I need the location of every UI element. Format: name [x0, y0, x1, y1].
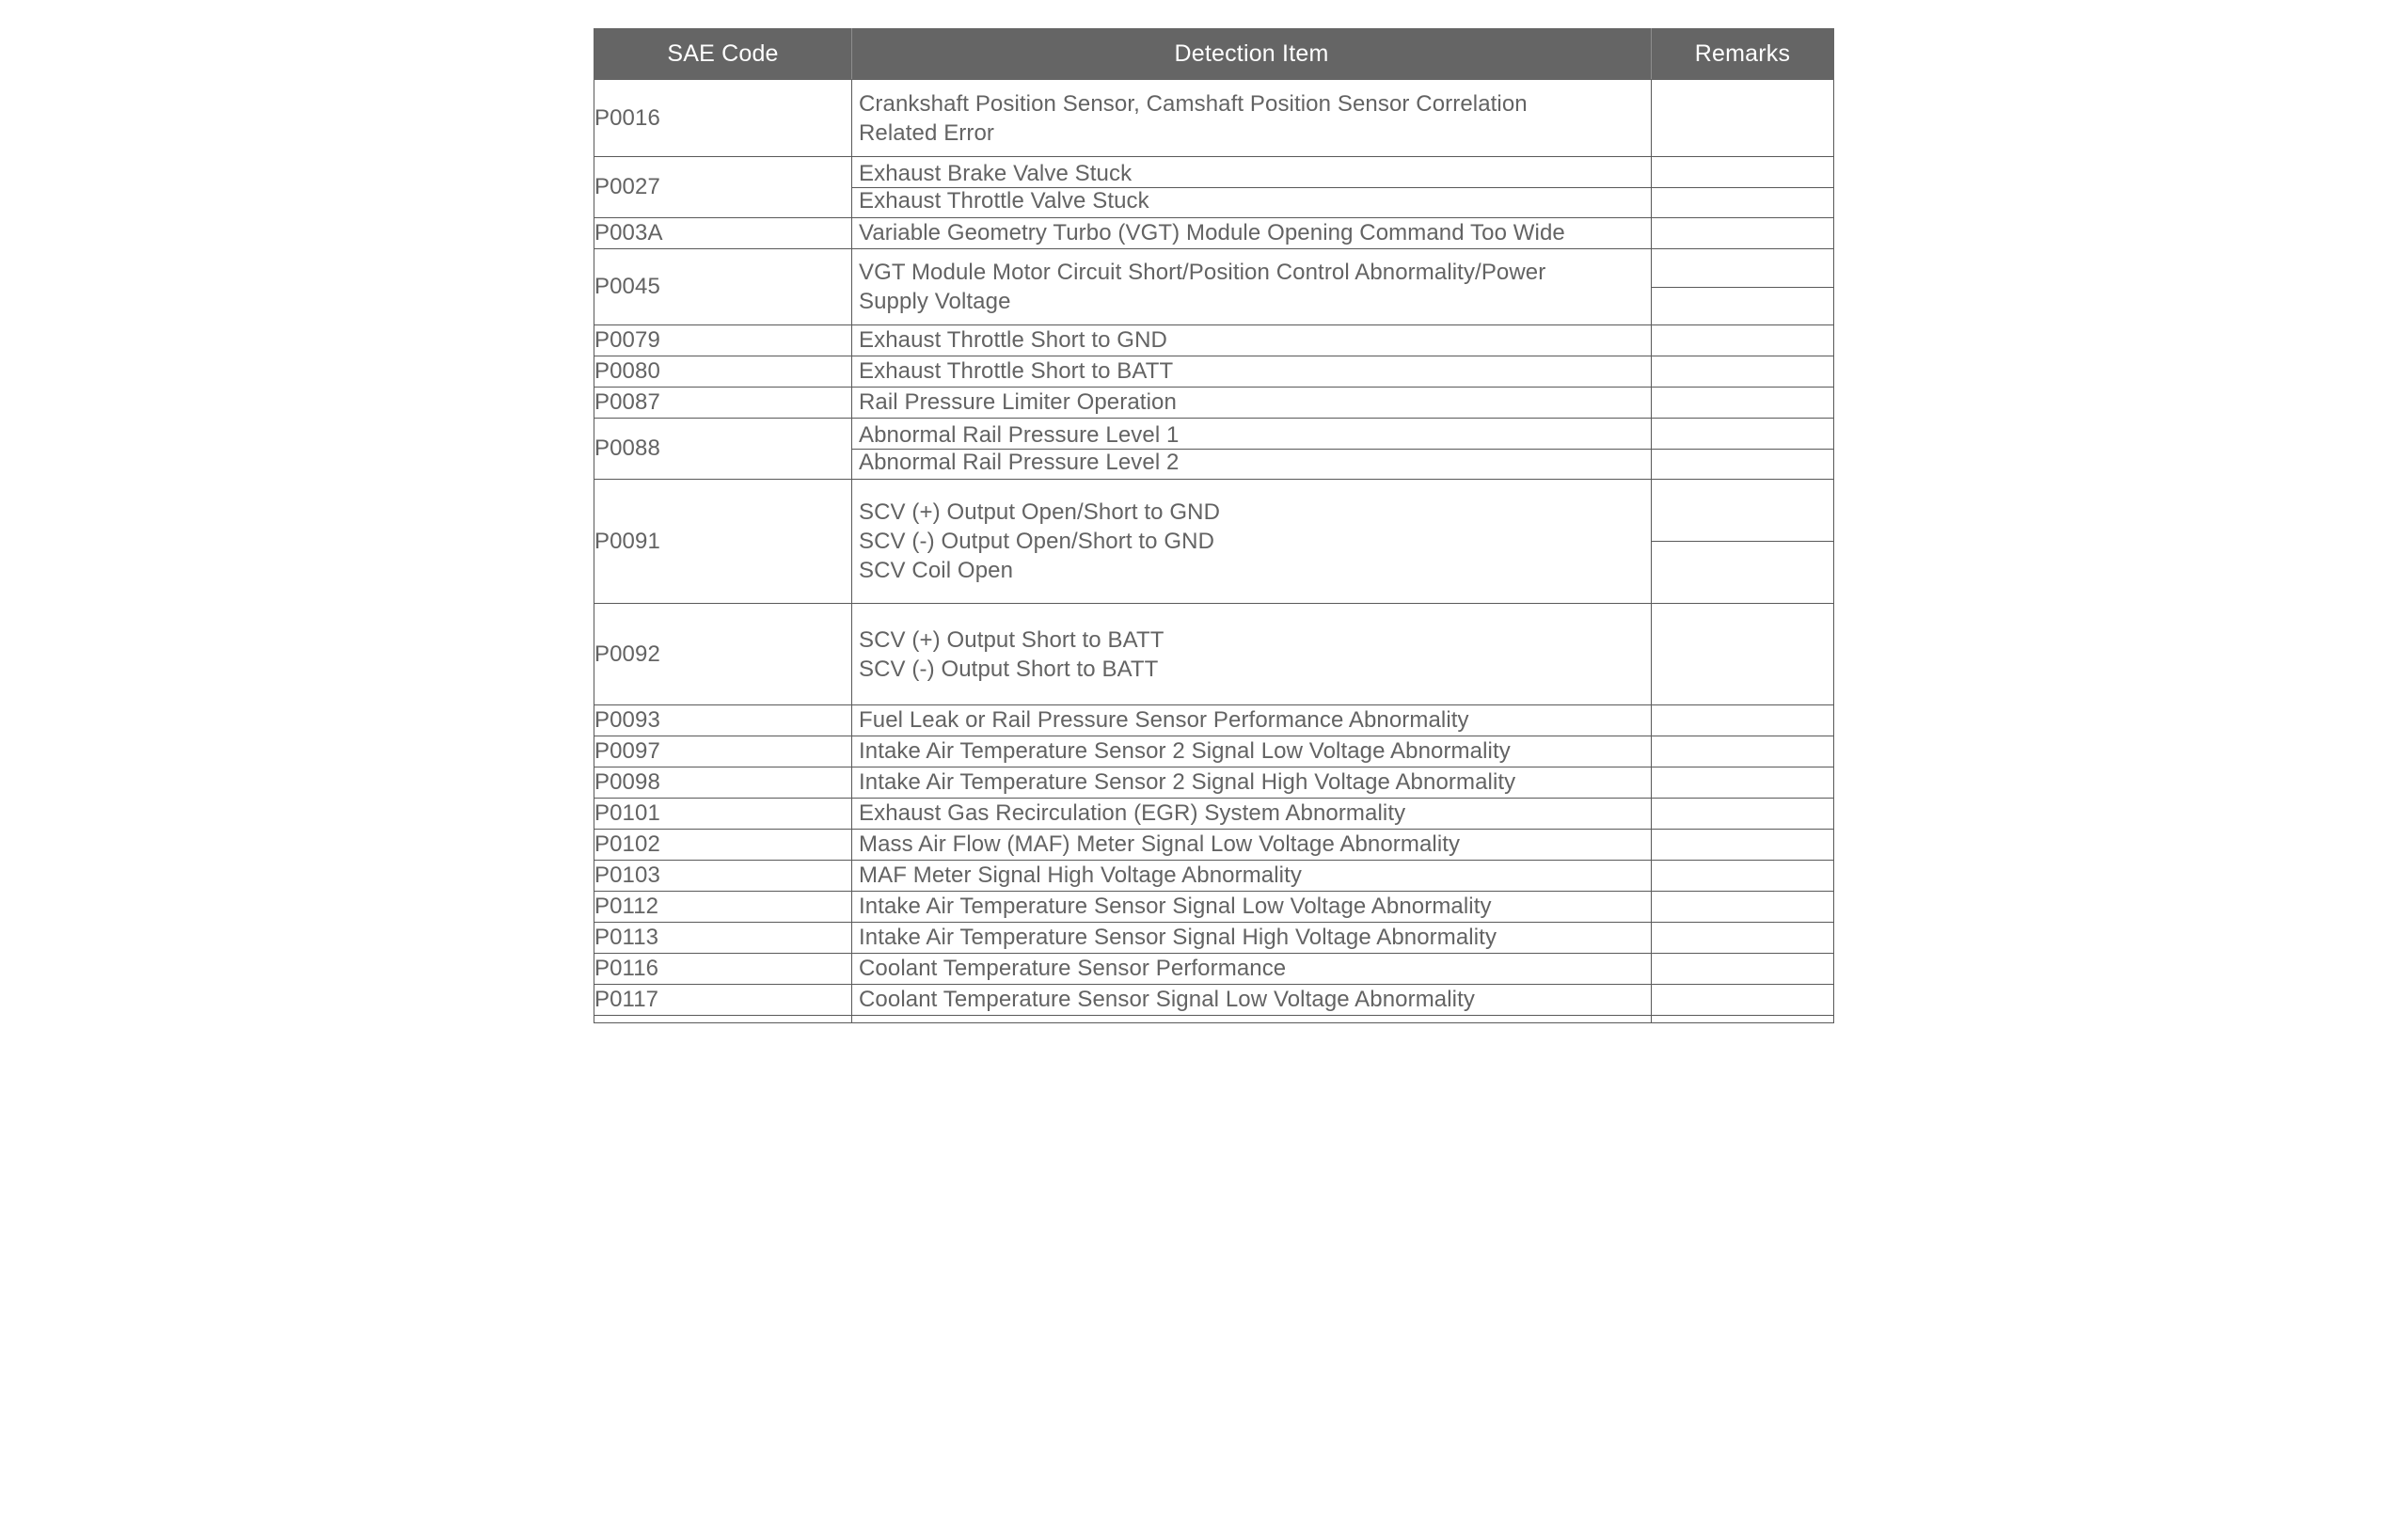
cell-remarks	[1652, 325, 1834, 356]
cell-remarks	[1652, 388, 1834, 419]
cell-sae-code: P0079	[594, 325, 852, 356]
cell-remarks	[1652, 157, 1834, 218]
table-row	[594, 1016, 1834, 1023]
cell-remarks	[1652, 249, 1834, 325]
cell-detection-item	[852, 705, 1652, 736]
table-row	[594, 923, 1834, 954]
cell-remarks	[1652, 767, 1834, 799]
detection-item-line: SCV (-) Output Open/Short to GND	[859, 529, 1215, 554]
detection-item-block	[852, 894, 1651, 920]
cell-detection-item	[852, 923, 1652, 954]
detection-item-line: Exhaust Throttle Valve Stuck	[852, 187, 1651, 214]
detection-item-line: Exhaust Brake Valve Stuck	[859, 160, 1133, 186]
remarks-block	[1652, 287, 1833, 288]
table-row	[594, 799, 1834, 830]
detection-item-line: Intake Air Temperature Sensor Signal High Voltage Abnormality	[859, 925, 1497, 950]
table-row	[594, 705, 1834, 736]
detection-item-block	[852, 738, 1651, 765]
detection-item-line: SCV (+) Output Open/Short to GND	[859, 499, 1221, 525]
column-header-sae-code: SAE Code	[594, 29, 852, 80]
detection-item-block	[852, 84, 1651, 153]
cell-remarks	[1652, 954, 1834, 985]
detection-item-block	[852, 389, 1651, 416]
table-row	[594, 892, 1834, 923]
cell-sae-code: P003A	[594, 218, 852, 249]
cell-remarks	[1652, 985, 1834, 1016]
detection-item-block	[852, 800, 1651, 827]
detection-item-block	[852, 220, 1651, 246]
table-row	[594, 356, 1834, 388]
cell-detection-item	[852, 80, 1652, 157]
cell-detection-item	[852, 799, 1652, 830]
detection-item-line: Supply Voltage	[859, 289, 1011, 314]
remarks-block	[1652, 187, 1833, 188]
cell-detection-item	[852, 604, 1652, 705]
detection-item-line: Abnormal Rail Pressure Level 2	[852, 449, 1651, 476]
cell-sae-code: P0117	[594, 985, 852, 1016]
detection-item-line: Coolant Temperature Sensor Signal Low Voltage Abnormality	[859, 987, 1475, 1012]
cell-remarks	[1652, 80, 1834, 157]
detection-item-block	[852, 925, 1651, 951]
table-row	[594, 985, 1834, 1016]
table-row	[594, 767, 1834, 799]
cell-remarks	[1652, 604, 1834, 705]
table-row	[594, 325, 1834, 356]
detection-item-line: Intake Air Temperature Sensor 2 Signal Low Voltage Abnormality	[859, 738, 1511, 764]
remarks-line	[1652, 187, 1833, 188]
detection-item-block	[852, 769, 1651, 796]
detection-item-line: Coolant Temperature Sensor Performance	[859, 956, 1287, 981]
cell-sae-code: P0087	[594, 388, 852, 419]
column-header-remarks: Remarks	[1652, 29, 1834, 80]
table-header	[594, 29, 1834, 80]
cell-detection-item	[852, 419, 1652, 480]
detection-item-line: Mass Air Flow (MAF) Meter Signal Low Voltage Abnormality	[859, 831, 1461, 857]
detection-item-block	[852, 620, 1651, 689]
cell-sae-code: P0103	[594, 861, 852, 892]
table-row	[594, 218, 1834, 249]
cell-sae-code: P0113	[594, 923, 852, 954]
detection-item-line: Intake Air Temperature Sensor Signal Low Voltage Abnormality	[859, 894, 1492, 919]
cell-sae-code: P0098	[594, 767, 852, 799]
detection-item-block	[852, 327, 1651, 354]
cell-detection-item	[852, 892, 1652, 923]
detection-item-line: Abnormal Rail Pressure Level 1	[859, 421, 1180, 448]
remarks-line	[1652, 541, 1833, 542]
cell-remarks	[1652, 419, 1834, 480]
table-row	[594, 388, 1834, 419]
table-row	[594, 604, 1834, 705]
table-row	[594, 80, 1834, 157]
detection-item-block	[852, 956, 1651, 982]
cell-detection-item	[852, 985, 1652, 1016]
detection-item-line: Variable Geometry Turbo (VGT) Module Opening Command Too Wide	[859, 220, 1565, 245]
detection-item-line: Exhaust Throttle Short to GND	[859, 327, 1167, 353]
cell-remarks	[1652, 480, 1834, 604]
cell-remarks	[1652, 1016, 1834, 1023]
table-body	[594, 80, 1834, 1023]
detection-item-line: SCV (-) Output Short to BATT	[859, 656, 1159, 682]
remarks-line	[1652, 449, 1833, 450]
cell-detection-item	[852, 249, 1652, 325]
detection-item-block	[852, 422, 1651, 476]
cell-detection-item	[852, 861, 1652, 892]
detection-item-block	[852, 492, 1651, 591]
cell-sae-code: P0097	[594, 736, 852, 767]
cell-detection-item	[852, 157, 1652, 218]
cell-remarks	[1652, 705, 1834, 736]
detection-item-line: Crankshaft Position Sensor, Camshaft Position Sensor Correlation	[859, 90, 1528, 117]
cell-remarks	[1652, 799, 1834, 830]
detection-item-block	[852, 252, 1651, 322]
cell-detection-item	[852, 830, 1652, 861]
cell-sae-code: P0102	[594, 830, 852, 861]
cell-sae-code: P0092	[594, 604, 852, 705]
table-row	[594, 419, 1834, 480]
detection-item-block	[852, 358, 1651, 385]
detection-item-block	[852, 161, 1651, 214]
table-row	[594, 249, 1834, 325]
cell-detection-item	[852, 1016, 1652, 1023]
cell-sae-code	[594, 1016, 852, 1023]
cell-sae-code: P0091	[594, 480, 852, 604]
cell-sae-code: P0045	[594, 249, 852, 325]
detection-item-block	[852, 862, 1651, 889]
detection-item-block	[852, 831, 1651, 858]
remarks-block	[1652, 541, 1833, 542]
cell-remarks	[1652, 861, 1834, 892]
cell-sae-code: P0093	[594, 705, 852, 736]
detection-item-line: SCV (+) Output Short to BATT	[859, 626, 1164, 653]
cell-detection-item	[852, 767, 1652, 799]
cell-detection-item	[852, 388, 1652, 419]
cell-remarks	[1652, 923, 1834, 954]
cell-detection-item	[852, 736, 1652, 767]
cell-remarks	[1652, 356, 1834, 388]
detection-item-line: Exhaust Gas Recirculation (EGR) System Abnormality	[859, 800, 1406, 826]
table-row	[594, 736, 1834, 767]
remarks-block	[1652, 449, 1833, 450]
detection-item-line: Rail Pressure Limiter Operation	[859, 389, 1177, 415]
detection-item-block	[852, 707, 1651, 734]
table-row	[594, 954, 1834, 985]
detection-item-line: MAF Meter Signal High Voltage Abnormality	[859, 862, 1302, 888]
cell-sae-code: P0101	[594, 799, 852, 830]
detection-item-block	[852, 987, 1651, 1013]
table-row	[594, 830, 1834, 861]
column-header-detection-item: Detection Item	[852, 29, 1652, 80]
sae-dtc-table	[594, 28, 1834, 1023]
cell-detection-item	[852, 218, 1652, 249]
cell-remarks	[1652, 218, 1834, 249]
cell-detection-item	[852, 356, 1652, 388]
remarks-line	[1652, 287, 1833, 288]
cell-sae-code: P0088	[594, 419, 852, 480]
detection-item-line: Exhaust Throttle Short to BATT	[859, 358, 1174, 384]
detection-item-line: VGT Module Motor Circuit Short/Position Control Abnormality/Power	[859, 260, 1546, 285]
detection-item-line: Fuel Leak or Rail Pressure Sensor Performance Abnormality	[859, 707, 1469, 733]
cell-detection-item	[852, 325, 1652, 356]
table-row	[594, 480, 1834, 604]
table-header-row	[594, 29, 1834, 80]
detection-item-line: Intake Air Temperature Sensor 2 Signal High Voltage Abnormality	[859, 769, 1516, 795]
cell-detection-item	[852, 954, 1652, 985]
cell-sae-code: P0112	[594, 892, 852, 923]
cell-sae-code: P0027	[594, 157, 852, 218]
cell-remarks	[1652, 830, 1834, 861]
cell-sae-code: P0080	[594, 356, 852, 388]
cell-remarks	[1652, 736, 1834, 767]
detection-item-line: SCV Coil Open	[859, 558, 1014, 583]
cell-sae-code: P0016	[594, 80, 852, 157]
cell-detection-item	[852, 480, 1652, 604]
cell-sae-code: P0116	[594, 954, 852, 985]
table-row	[594, 861, 1834, 892]
detection-item-line: Related Error	[859, 119, 995, 146]
table-row	[594, 157, 1834, 218]
cell-remarks	[1652, 892, 1834, 923]
